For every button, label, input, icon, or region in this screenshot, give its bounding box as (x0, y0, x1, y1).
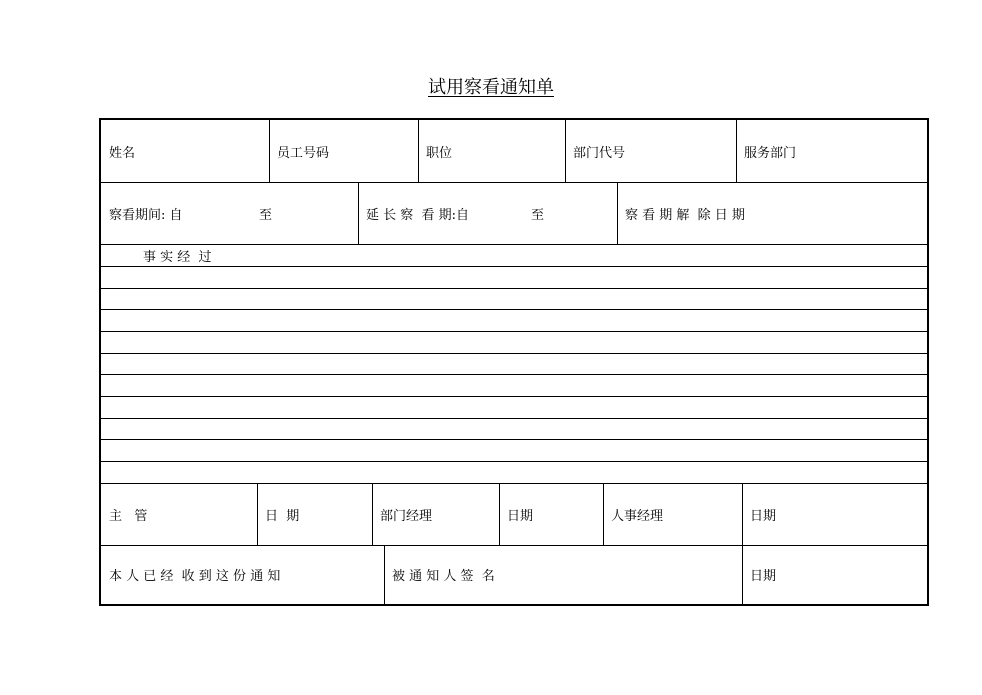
employee-no-cell[interactable] (269, 120, 418, 182)
employee-no-label: 员工号码 (277, 145, 330, 161)
signature-row (101, 483, 927, 545)
facts-entry-line[interactable] (101, 266, 927, 288)
facts-entry-line[interactable] (101, 418, 927, 439)
receipt-date-cell[interactable] (742, 545, 927, 604)
form-title-text: 试用察看通知单 (428, 77, 554, 98)
notified-signature-label: 被 通 知 人 签 名 (392, 569, 495, 584)
supervisor-date-cell[interactable] (257, 483, 372, 545)
extend-to-label: 至 (531, 207, 545, 223)
extend-prefix-label: 延 长 察 看 期:自 (366, 207, 470, 223)
notified-signature-cell[interactable] (384, 545, 742, 604)
facts-entry-line[interactable] (101, 353, 927, 374)
date-label: 日 期 (265, 508, 300, 524)
name-cell[interactable] (101, 120, 269, 182)
date-label: 日期 (750, 569, 777, 584)
receipt-ack-cell[interactable] (101, 545, 384, 604)
supervisor-label: 主 管 (109, 508, 148, 524)
hr-manager-cell[interactable] (603, 483, 742, 545)
dept-manager-date-cell[interactable] (499, 483, 603, 545)
dept-manager-cell[interactable] (372, 483, 499, 545)
dept-code-label: 部门代号 (573, 145, 626, 161)
dept-code-cell[interactable] (565, 120, 736, 182)
date-label: 日期 (507, 508, 534, 524)
facts-label-cell (101, 244, 927, 266)
facts-entry-line[interactable] (101, 461, 927, 483)
facts-entry-line[interactable] (101, 374, 927, 396)
facts-entry-line[interactable] (101, 396, 927, 418)
period-to-label: 至 (259, 207, 273, 223)
period-prefix-label: 察看期间: 自 (109, 207, 183, 223)
info-row (101, 120, 927, 182)
hr-manager-date-cell[interactable] (742, 483, 927, 545)
facts-entry-line[interactable] (101, 309, 927, 331)
extended-period-cell[interactable] (358, 182, 617, 244)
facts-entry-line[interactable] (101, 288, 927, 309)
facts-header-row (101, 244, 927, 266)
name-label: 姓名 (109, 145, 136, 161)
facts-entry-line[interactable] (101, 331, 927, 353)
release-date-label: 察 看 期 解 除 日 期 (625, 207, 745, 223)
facts-entry-line[interactable] (101, 439, 927, 461)
receipt-row (101, 545, 927, 604)
release-date-cell[interactable] (617, 182, 927, 244)
hr-manager-label: 人事经理 (611, 508, 664, 524)
position-label: 职位 (426, 145, 453, 161)
probation-notice-form (99, 118, 929, 606)
service-dept-label: 服务部门 (744, 145, 797, 161)
probation-period-cell[interactable] (101, 182, 358, 244)
date-label: 日期 (750, 508, 777, 524)
period-row (101, 182, 927, 244)
dept-manager-label: 部门经理 (380, 508, 433, 524)
supervisor-cell[interactable] (101, 483, 257, 545)
service-dept-cell[interactable] (736, 120, 927, 182)
position-cell[interactable] (418, 120, 565, 182)
facts-label: 事 实 经 过 (143, 249, 212, 265)
form-title (0, 73, 982, 99)
receipt-ack-label: 本 人 已 经 收 到 这 份 通 知 (109, 569, 281, 584)
